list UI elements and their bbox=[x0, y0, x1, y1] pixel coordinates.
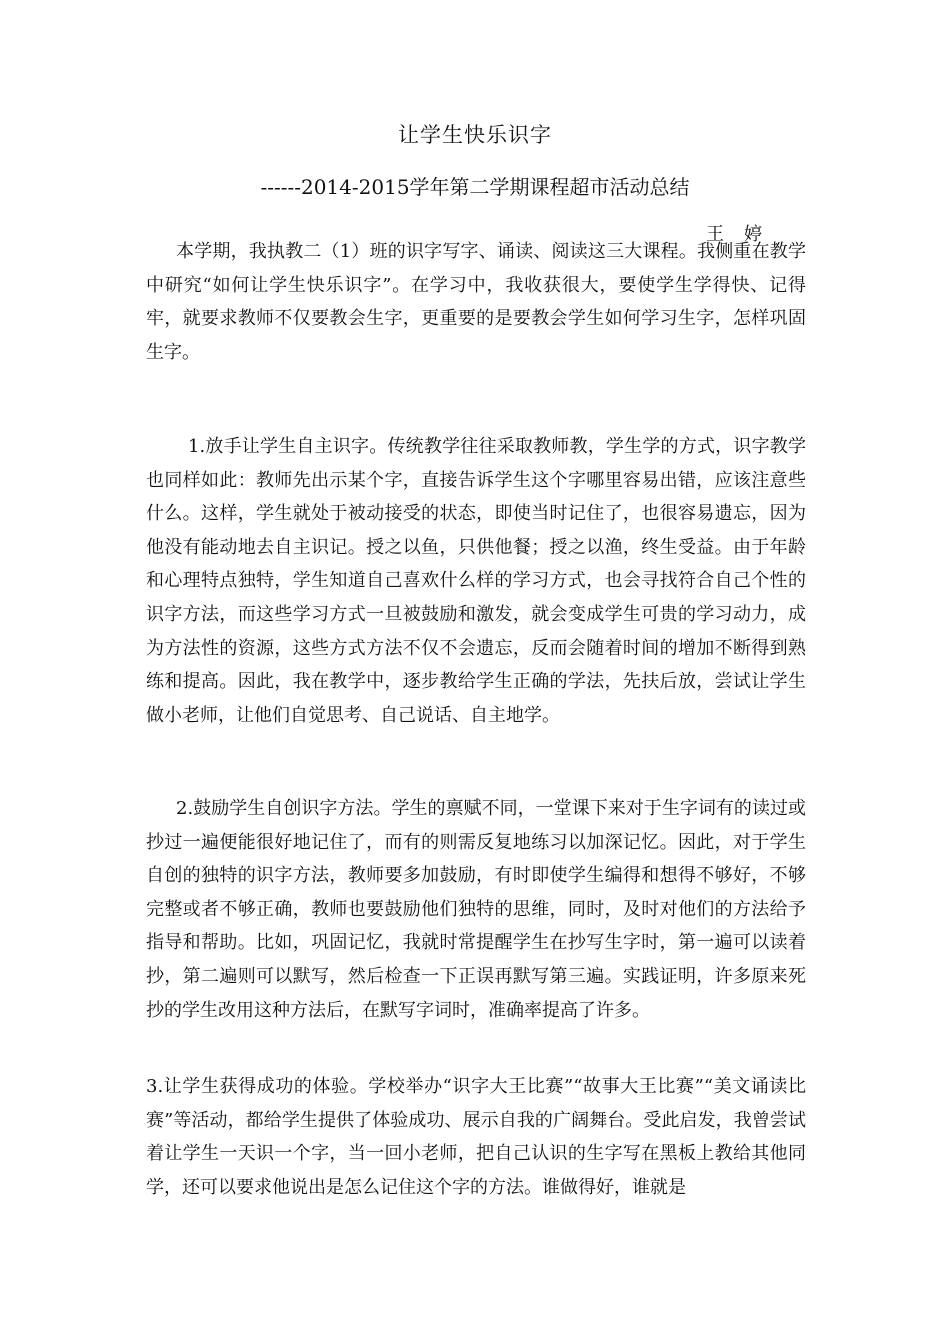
document-title: 让学生快乐识字 bbox=[398, 123, 552, 147]
paragraph-intro: 本学期，我执教二（1）班的识字写字、诵读、阅读这三大课程。我侧重在教学中研究“如何让学生快乐识字”。在学习中，我收获很大，要使学生学得快、记得牢，就要求教师不仅要教会生字，更重要的是要教会学生如何学习生字，怎样巩固生字。 bbox=[146, 241, 806, 363]
author-name: 王婷 bbox=[706, 224, 782, 245]
document-subtitle: ------2014-2015学年第二学期课程超市活动总结 bbox=[260, 175, 690, 199]
paragraph-point-1: 1.放手让学生自主识字。传统教学往往采取教师教，学生学的方式，识字教学也同样如此：教师先出示某个字，直接告诉学生这个字哪里容易出错，应该注意些什么。这样，学生就处于被动接受的状态，即使当时记住了，也很容易遗忘，因为他没有能动地去自主识记。授之以鱼，只供他餐；授之以渔，终生受益。由于年龄和心理特点独特，学生知道自己喜欢什么样的学习方式，也会寻找符合自己个性的识字方法，而这些学习方式一旦被鼓励和激发，就会变成学生可贵的学习动力，成为方法性的资源，这些方式方法不仅不会遗忘，反而会随着时间的增加不断得到熟练和提高。因此，我在教学中，逐步教给学生正确的学法，先扶后放，尝试让学生做小老师，让他们自觉思考、自己说话、自主地学。 bbox=[146, 436, 806, 726]
paragraph-point-3: 3.让学生获得成功的体验。学校举办“识字大王比赛”“故事大王比赛”“美文诵读比赛”等活动，都给学生提供了体验成功、展示自我的广阔舞台。受此启发，我曾尝试着让学生一天识一个字，当一回小老师，把自己认识的生字写在黑板上教给其他同学，还可以要求他说出是怎么记住这个字的方法。谁做得好，谁就是 bbox=[146, 1076, 806, 1198]
paragraph-point-2: 2.鼓励学生自创识字方法。学生的禀赋不同，一堂课下来对于生字词有的读过或抄过一遍便能很好地记住了，而有的则需反复地练习以加深记忆。因此，对于学生自创的独特的识字方法，教师要多加鼓励，有时即使学生编得和想得不够好，不够完整或者不够正确，教师也要鼓励他们独特的思维，同时，及时对他们的方法给予指导和帮助。比如，巩固记忆，我就时常提醒学生在抄写生字时，第一遍可以读着抄，第二遍则可以默写，然后检查一下正误再默写第三遍。实践证明，许多原来死抄的学生改用这种方法后，在默写字词时，准确率提高了许多。 bbox=[146, 798, 806, 1021]
